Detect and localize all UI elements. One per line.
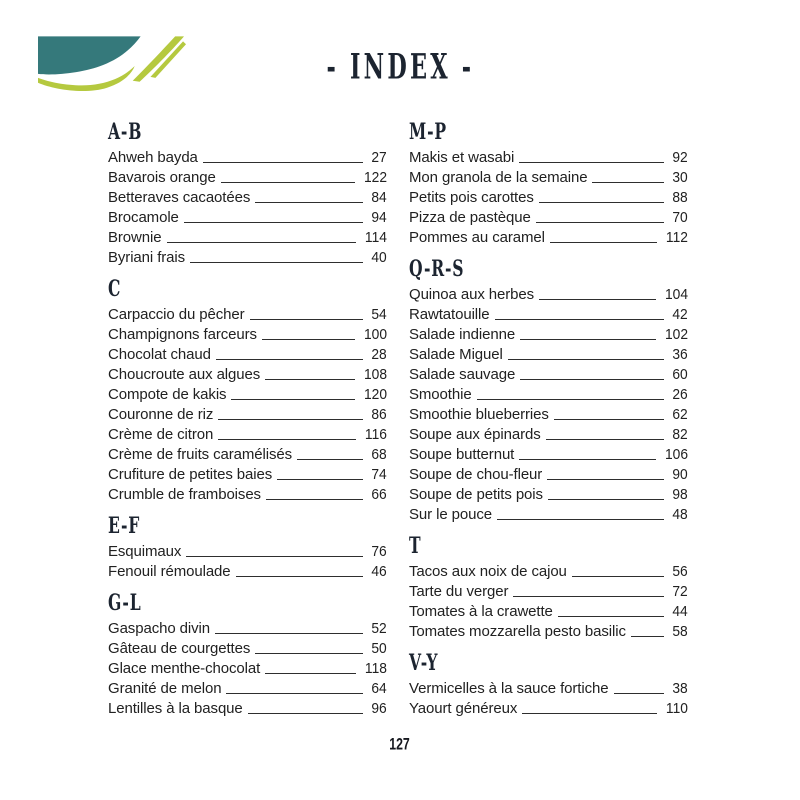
- entry-name: Tacos aux noix de cajou: [409, 563, 567, 580]
- index-section-m-p: [409, 119, 688, 247]
- index-entry: [409, 444, 688, 464]
- entry-name: Bavarois orange: [108, 169, 216, 186]
- entry-name: Esquimaux: [108, 543, 182, 560]
- index-entry: [108, 541, 387, 561]
- entry-page-number: 36: [672, 346, 688, 363]
- entry-page-number: 96: [371, 700, 387, 717]
- entry-leader-line: [265, 673, 356, 674]
- entry-page-number: 30: [672, 169, 688, 186]
- entry-page-number: 46: [371, 563, 387, 580]
- entry-page-number: 68: [371, 446, 387, 463]
- index-entry: [409, 304, 688, 324]
- index-column-right: [409, 119, 688, 730]
- section-heading: [108, 276, 387, 302]
- entry-name: Smoothie: [409, 386, 472, 403]
- index-entry: [108, 484, 387, 504]
- entry-name: Sur le pouce: [409, 506, 493, 523]
- entry-name: Vermicelles à la sauce fortiche: [409, 680, 609, 697]
- index-entry: [409, 167, 688, 187]
- entry-leader-line: [265, 379, 355, 380]
- entry-name: Crumble de framboises: [108, 486, 261, 503]
- entry-name: Couronne de riz: [108, 406, 214, 423]
- section-heading-text: T: [409, 533, 422, 559]
- section-heading-text: Q-R-S: [409, 256, 465, 282]
- entry-name: Tarte du verger: [409, 583, 509, 600]
- section-heading: [108, 590, 387, 616]
- entry-leader-line: [226, 693, 363, 694]
- entry-name: Pommes au caramel: [409, 229, 545, 246]
- entry-leader-line: [497, 519, 664, 520]
- index-entry: [108, 187, 387, 207]
- entry-page-number: 108: [363, 366, 387, 383]
- entry-name: Makis et wasabi: [409, 149, 515, 166]
- index-entry: [108, 464, 387, 484]
- index-section-t: [409, 533, 688, 641]
- index-entry: [409, 581, 688, 601]
- index-entry: [409, 561, 688, 581]
- entry-name: Soupe butternut: [409, 446, 515, 463]
- entry-page-number: 118: [364, 660, 387, 677]
- index-entry: [409, 404, 688, 424]
- footer: [0, 736, 800, 753]
- index-entry: [409, 601, 688, 621]
- entry-leader-line: [255, 653, 363, 654]
- entry-page-number: 70: [672, 209, 688, 226]
- index-section-a-b: [108, 119, 387, 267]
- entry-name: Lentilles à la basque: [108, 700, 243, 717]
- entry-page-number: 94: [371, 209, 387, 226]
- index-entry: [409, 207, 688, 227]
- section-heading-text: G-L: [108, 590, 142, 616]
- entry-name: Betteraves cacaotées: [108, 189, 251, 206]
- entry-leader-line: [520, 379, 664, 380]
- entry-page-number: 27: [371, 149, 387, 166]
- entry-leader-line: [297, 459, 363, 460]
- entry-page-number: 106: [664, 446, 688, 463]
- index-entry: [108, 404, 387, 424]
- entry-name: Salade sauvage: [409, 366, 516, 383]
- index-entry: [108, 227, 387, 247]
- entry-page-number: 74: [371, 466, 387, 483]
- entry-leader-line: [215, 633, 363, 634]
- entry-name: Gâteau de courgettes: [108, 640, 251, 657]
- entry-leader-line: [519, 459, 656, 460]
- entry-page-number: 88: [672, 189, 688, 206]
- entry-name: Yaourt généreux: [409, 700, 518, 717]
- entry-leader-line: [248, 713, 364, 714]
- section-heading: [409, 119, 688, 145]
- entry-page-number: 50: [371, 640, 387, 657]
- entry-leader-line: [231, 399, 355, 400]
- entry-name: Soupe aux épinards: [409, 426, 541, 443]
- index-entry: [409, 621, 688, 641]
- index-entry: [108, 658, 387, 678]
- index-entry: [108, 207, 387, 227]
- index-entry: [108, 384, 387, 404]
- index-entry: [409, 424, 688, 444]
- entry-name: Glace menthe-chocolat: [108, 660, 261, 677]
- index-entry: [108, 561, 387, 581]
- section-heading: [108, 119, 387, 145]
- index-entry: [409, 384, 688, 404]
- entry-leader-line: [266, 499, 363, 500]
- entry-leader-line: [216, 359, 363, 360]
- entry-leader-line: [495, 319, 665, 320]
- entry-name: Rawtatouille: [409, 306, 490, 323]
- entry-name: Granité de melon: [108, 680, 222, 697]
- index-entry: [409, 698, 688, 718]
- entry-name: Ahweh bayda: [108, 149, 198, 166]
- index-section-c: [108, 276, 387, 504]
- entry-name: Gaspacho divin: [108, 620, 210, 637]
- entry-name: Crème de fruits caramélisés: [108, 446, 293, 463]
- entry-page-number: 76: [371, 543, 387, 560]
- entry-name: Carpaccio du pêcher: [108, 306, 245, 323]
- index-entry: [108, 324, 387, 344]
- index-entry: [108, 678, 387, 698]
- entry-page-number: 120: [363, 386, 387, 403]
- entry-page-number: 56: [672, 563, 688, 580]
- section-heading-text: M-P: [409, 119, 447, 145]
- index-entry: [108, 364, 387, 384]
- page-title: [0, 46, 800, 88]
- section-heading: [409, 533, 688, 559]
- entry-leader-line: [536, 222, 665, 223]
- index-entry: [409, 324, 688, 344]
- entry-page-number: 40: [371, 249, 387, 266]
- entry-leader-line: [167, 242, 357, 243]
- entry-leader-line: [520, 339, 656, 340]
- entry-leader-line: [522, 713, 657, 714]
- entry-leader-line: [550, 242, 657, 243]
- entry-name: Tomates mozzarella pesto basilic: [409, 623, 626, 640]
- entry-page-number: 116: [364, 426, 387, 443]
- index-entry: [108, 698, 387, 718]
- entry-page-number: 72: [672, 583, 688, 600]
- entry-page-number: 86: [371, 406, 387, 423]
- section-heading-text: V-Y: [409, 650, 439, 676]
- entry-page-number: 28: [371, 346, 387, 363]
- entry-name: Byriani frais: [108, 249, 186, 266]
- entry-leader-line: [519, 162, 664, 163]
- entry-name: Salade indienne: [409, 326, 516, 343]
- index-entry: [108, 167, 387, 187]
- index-entry: [108, 247, 387, 267]
- entry-leader-line: [186, 556, 363, 557]
- entry-page-number: 112: [665, 229, 688, 246]
- entry-leader-line: [477, 399, 665, 400]
- index-section-q-r-s: [409, 256, 688, 524]
- entry-name: Compote de kakis: [108, 386, 227, 403]
- entry-page-number: 54: [371, 306, 387, 323]
- index-entry: [409, 364, 688, 384]
- entry-name: Choucroute aux algues: [108, 366, 261, 383]
- entry-name: Pizza de pastèque: [409, 209, 531, 226]
- entry-page-number: 84: [371, 189, 387, 206]
- entry-leader-line: [250, 319, 364, 320]
- index-columns: [108, 119, 688, 730]
- section-heading-text: C: [108, 276, 122, 302]
- entry-page-number: 38: [672, 680, 688, 697]
- entry-page-number: 52: [371, 620, 387, 637]
- entry-page-number: 42: [672, 306, 688, 323]
- entry-leader-line: [218, 419, 363, 420]
- entry-leader-line: [190, 262, 363, 263]
- entry-name: Champignons farceurs: [108, 326, 257, 343]
- entry-page-number: 104: [664, 286, 688, 303]
- index-entry: [108, 147, 387, 167]
- entry-leader-line: [508, 359, 665, 360]
- entry-page-number: 110: [665, 700, 688, 717]
- entry-leader-line: [221, 182, 355, 183]
- entry-leader-line: [614, 693, 665, 694]
- index-entry: [409, 284, 688, 304]
- footer-page-number: 127: [389, 735, 411, 754]
- entry-name: Quinoa aux herbes: [409, 286, 535, 303]
- entry-leader-line: [539, 202, 665, 203]
- entry-leader-line: [277, 479, 363, 480]
- entry-leader-line: [539, 299, 656, 300]
- entry-leader-line: [262, 339, 355, 340]
- section-heading-text: A-B: [108, 119, 143, 145]
- index-section-v-y: [409, 650, 688, 718]
- index-entry: [409, 147, 688, 167]
- entry-leader-line: [558, 616, 665, 617]
- entry-name: Tomates à la crawette: [409, 603, 553, 620]
- index-entry: [409, 484, 688, 504]
- index-entry: [409, 504, 688, 524]
- section-heading-text: E-F: [108, 513, 141, 539]
- index-entry: [108, 424, 387, 444]
- entry-leader-line: [203, 162, 364, 163]
- entry-page-number: 58: [672, 623, 688, 640]
- entry-page-number: 122: [363, 169, 387, 186]
- entry-page-number: 82: [672, 426, 688, 443]
- entry-leader-line: [236, 576, 364, 577]
- entry-leader-line: [572, 576, 665, 577]
- entry-name: Mon granola de la semaine: [409, 169, 588, 186]
- entry-leader-line: [546, 439, 665, 440]
- index-entry: [108, 344, 387, 364]
- entry-page-number: 48: [672, 506, 688, 523]
- index-entry: [409, 227, 688, 247]
- entry-leader-line: [631, 636, 664, 637]
- index-entry: [108, 618, 387, 638]
- entry-name: Brocamole: [108, 209, 179, 226]
- entry-page-number: 100: [363, 326, 387, 343]
- index-section-g-l: [108, 590, 387, 718]
- entry-name: Soupe de chou-fleur: [409, 466, 543, 483]
- entry-leader-line: [547, 479, 664, 480]
- entry-page-number: 64: [371, 680, 387, 697]
- entry-name: Brownie: [108, 229, 162, 246]
- entry-leader-line: [513, 596, 664, 597]
- index-entry: [409, 187, 688, 207]
- index-section-e-f: [108, 513, 387, 581]
- section-heading: [409, 256, 688, 282]
- entry-leader-line: [554, 419, 665, 420]
- entry-page-number: 92: [672, 149, 688, 166]
- entry-page-number: 90: [672, 466, 688, 483]
- index-entry: [409, 678, 688, 698]
- entry-name: Smoothie blueberries: [409, 406, 549, 423]
- entry-name: Crufiture de petites baies: [108, 466, 273, 483]
- entry-leader-line: [218, 439, 356, 440]
- entry-page-number: 44: [672, 603, 688, 620]
- entry-leader-line: [184, 222, 364, 223]
- entry-page-number: 60: [672, 366, 688, 383]
- entry-name: Salade Miguel: [409, 346, 503, 363]
- index-entry: [108, 444, 387, 464]
- entry-page-number: 62: [672, 406, 688, 423]
- entry-name: Fenouil rémoulade: [108, 563, 231, 580]
- entry-page-number: 26: [672, 386, 688, 403]
- entry-page-number: 98: [672, 486, 688, 503]
- entry-name: Crème de citron: [108, 426, 214, 443]
- entry-page-number: 114: [364, 229, 387, 246]
- entry-name: Petits pois carottes: [409, 189, 534, 206]
- index-column-left: [108, 119, 387, 730]
- section-heading: [108, 513, 387, 539]
- entry-leader-line: [548, 499, 664, 500]
- page-title-text: - INDEX -: [326, 46, 474, 88]
- entry-leader-line: [592, 182, 664, 183]
- index-entry: [409, 344, 688, 364]
- entry-page-number: 102: [664, 326, 688, 343]
- section-heading: [409, 650, 688, 676]
- entry-name: Chocolat chaud: [108, 346, 211, 363]
- entry-page-number: 66: [371, 486, 387, 503]
- index-entry: [108, 638, 387, 658]
- entry-name: Soupe de petits pois: [409, 486, 543, 503]
- index-entry: [409, 464, 688, 484]
- index-entry: [108, 304, 387, 324]
- entry-leader-line: [255, 202, 363, 203]
